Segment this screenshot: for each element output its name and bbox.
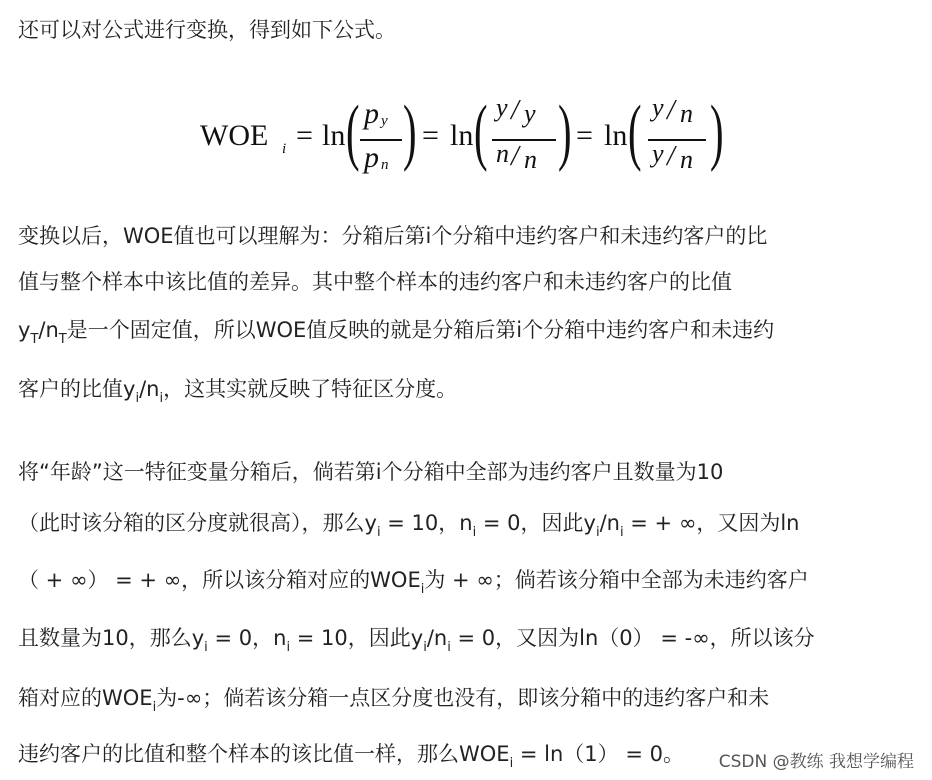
p2-line-6: 违约客户的比值和整个样本的该比值一样，那么$WOE_i = \ln(1) = 0$。 [18,742,684,771]
woe-formula [200,91,740,185]
p1-line-1: 变换以后，WOE值也可以理解为：分箱后第i个分箱中违约客户和未违约客户的比 [18,224,768,248]
formula-paren-close-2: ) [558,91,572,173]
formula-yt-2: y [652,139,664,168]
formula-n-2: n [680,99,693,128]
formula-yt-1: y [524,99,536,128]
formula-p-den: p [364,141,379,174]
intro-line [18,16,396,44]
csdn-watermark: CSDN @教练 我想学编程 [715,747,918,772]
formula-eq-2: = [422,119,439,152]
formula-y-2: y [652,93,664,122]
formula-ln-1: ln [322,119,346,152]
formula-woe: WOE [200,119,269,152]
p2-line-5: 箱对应的$WOE_i$为-∞；倘若该分箱一点区分度也没有，即该分箱中的违约客户和未 [18,686,770,715]
p2-line-4: 且数量为10，那么$y_i = 0$，$n_i = 10$，因此$y_i/n_i = 0$，又因为ln（0） = -∞，所以该分 [18,626,815,655]
formula-n-1: n [496,139,509,168]
formula-y-1: y [496,93,508,122]
formula-paren-open-1: ( [346,91,360,173]
formula-p-den-sub: n [381,157,389,173]
formula-woe-sub: i [282,141,287,157]
formula-nt-1: n [524,145,537,174]
formula-eq-3: = [576,119,593,152]
formula-paren-open-3: ( [628,91,642,173]
formula-ln-2: ln [450,119,474,152]
p2-line-2: （此时该分箱的区分度就很高），那么$y_i = 10$，$n_i = 0$，因此$y_i/n_i$ = + ∞，又因为ln [18,511,800,540]
formula-paren-close-3: ) [710,91,724,173]
p2-line-1: 将“年龄”这一特征变量分箱后，倘若第i个分箱中全部为违约客户且数量为10 [18,460,724,484]
formula-eq-1: = [296,119,313,152]
formula-nt-2: n [680,145,693,174]
formula-slash-1: / [511,95,519,126]
formula-slash-4: / [667,141,675,172]
intro-text: 还可以对公式进行变换，得到如下公式。 [18,18,396,42]
p2-line-3: （ + ∞） = + ∞，所以该分箱对应的$WOE_i$为 + ∞；倘若该分箱中全部为未违约客户 [18,568,809,597]
formula-paren-open-2: ( [474,91,488,173]
formula-ln-3: ln [604,119,628,152]
formula-paren-close-1: ) [403,91,417,173]
formula-p-num-sub: y [381,113,388,129]
formula-slash-3: / [667,95,675,126]
formula-p-num: p [364,97,379,130]
p1-line-3: $y_T/n_T$是一个固定值，所以WOE值反映的就是分箱后第i个分箱中违约客户和未违约 [18,318,775,347]
p1-line-4: 客户的比值$y_i/n_i$，这其实就反映了特征区分度。 [18,377,458,406]
formula-slash-2: / [511,141,519,172]
p1-line-2: 值与整个样本中该比值的差异。其中整个样本的违约客户和未违约客户的比值 [18,270,732,294]
